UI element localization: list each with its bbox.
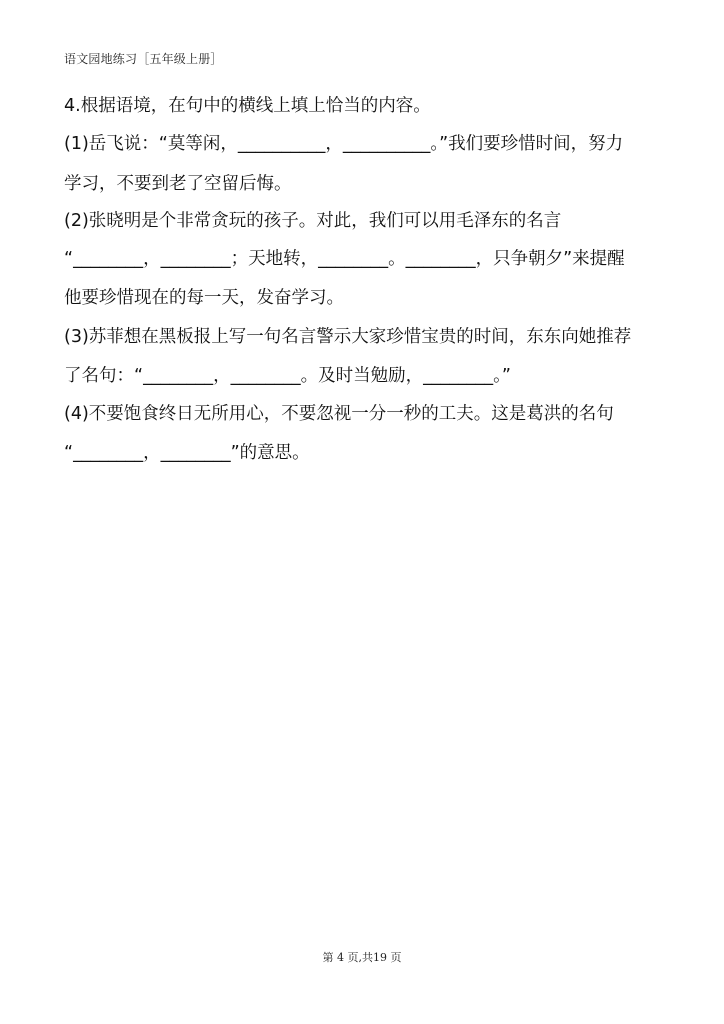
- question-line-8: (4)不要饱食终日无所用心，不要忽视一分一秒的工夫。这是葛洪的名句: [64, 404, 614, 424]
- question-line-3: (2)张晓明是个非常贪玩的孩子。对此，我们可以用毛泽东的名言: [64, 211, 562, 231]
- question-line-2: 学习，不要到老了空留后悔。: [64, 174, 292, 194]
- question-line-5: 他要珍惜现在的每一天，发奋学习。: [64, 288, 344, 308]
- question-line-6: (3)苏菲想在黑板报上写一句名言警示大家珍惜宝贵的时间，东东向她推荐: [64, 327, 632, 347]
- question-line-4: “________，________；天地转，________。________，只争朝夕”来提醒: [64, 249, 625, 269]
- question-line-1: (1)岳飞说：“莫等闲，__________，__________。”我们要珍惜时间，努力: [64, 134, 624, 154]
- question-line-7: 了名句：“________，________。及时当勉励，________。”: [64, 366, 511, 386]
- page-footer: 第 4 页,共19 页: [322, 951, 402, 964]
- page-header: 语文园地练习［五年级上册］: [64, 52, 223, 66]
- question-line-9: “________，________”的意思。: [64, 443, 310, 463]
- question-title: 4.根据语境，在句中的横线上填上恰当的内容。: [64, 96, 431, 116]
